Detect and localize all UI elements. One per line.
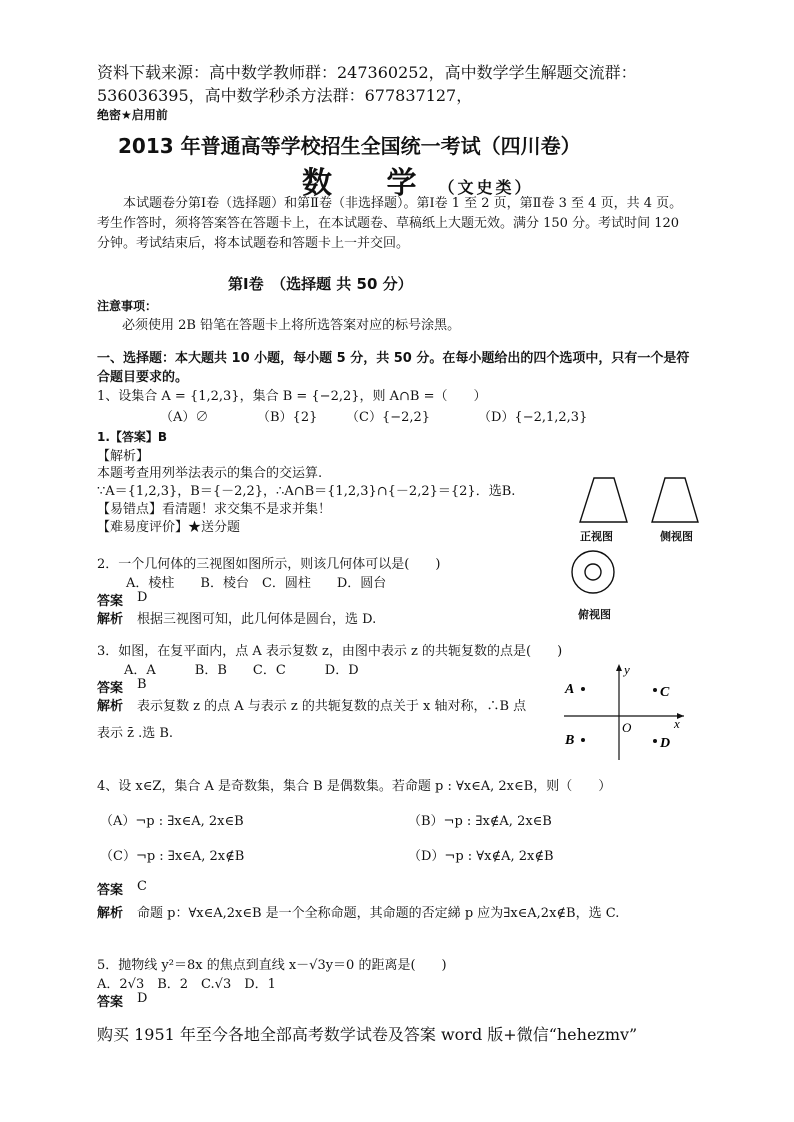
top-view-inner-circle — [585, 564, 601, 580]
part-title: 第Ⅰ卷 （选择题 共 50 分） — [228, 275, 413, 293]
point-b-label: B — [565, 733, 575, 748]
q3-analysis-label: 解析 — [97, 699, 124, 714]
q5-options: A．2√3 B．2 C.√3 D．1 — [97, 977, 276, 992]
q5-answer-label: 答案 — [97, 995, 124, 1010]
side-view-trapezoid — [652, 478, 698, 522]
point-c — [653, 688, 657, 692]
subject-name: 数 学 — [302, 166, 439, 201]
q1-analysis-2: ∵A＝{1,2,3}，B＝{－2,2}，∴A∩B＝{1,2,3}∩{－2,2}＝{2}．选B. — [97, 484, 516, 499]
q3-stem: 3．如图，在复平面内，点 A 表示复数 z，由图中表示 z 的共轭复数的点是( ) — [97, 644, 563, 659]
section-heading: 一、选择题：本大题共 10 小题，每小题 5 分，共 50 分。在每小题给出的四个选项中，只有一个是符 — [97, 351, 690, 366]
q1-analysis-label: 【解析】 — [97, 449, 150, 464]
q1-stem: 1、设集合 A = {1,2,3}，集合 B = {−2,2}，则 A∩B =（ ） — [97, 389, 487, 404]
q3-analysis-1: 表示复数 z 的点 A 与表示 z 的共轭复数的点关于 x 轴对称，∴B 点 — [137, 699, 527, 714]
q1-mistake: 【易错点】看清题！求交集不是求并集！ — [97, 502, 332, 517]
q3-analysis-2: 表示 z̄ .选 B. — [97, 726, 174, 741]
complex-plane-figure — [556, 660, 691, 765]
subject-subtitle: （文史类） — [438, 178, 534, 197]
point-b — [581, 738, 585, 742]
q5-answer: D — [137, 991, 148, 1006]
point-a — [581, 687, 585, 691]
q5-stem: 5．抛物线 y²＝8x 的焦点到直线 x－√3y＝0 的距离是( ) — [97, 958, 447, 973]
top-view-outer-circle — [572, 551, 614, 593]
q4-analysis-label: 解析 — [97, 906, 124, 921]
q3-answer: B — [137, 677, 147, 692]
point-d — [653, 739, 657, 743]
q4-option-a: （A）¬p : ∃x∈A, 2x∈B — [100, 814, 244, 829]
y-axis-arrow — [616, 664, 622, 671]
q4-answer: C — [137, 879, 147, 894]
q4-option-b: （B）¬p : ∃x∉A, 2x∈B — [408, 814, 552, 829]
source-line-1: 资料下载来源：高中数学教师群：247360252，高中数学学生解题交流群： — [97, 63, 637, 82]
q4-option-c: （C）¬p : ∃x∈A, 2x∉B — [100, 849, 245, 864]
q1-option-a: （A）∅ — [160, 410, 209, 425]
notice-text: 必须使用 2B 铅笔在答题卡上将所选答案对应的标号涂黑。 — [122, 318, 461, 333]
q4-analysis: 命题 p：∀x∈A,2x∈B 是一个全称命题，其命题的否定綈 p 应为∃x∈A,2x∉B，选 C. — [137, 906, 620, 921]
q2-options: A．棱柱 B．棱台 C．圆柱 D．圆台 — [126, 576, 387, 591]
q1-analysis-1: 本题考查用列举法表示的集合的交运算. — [97, 466, 323, 481]
point-c-label: C — [660, 685, 670, 700]
q1-answer: 1.【答案】B — [97, 430, 168, 444]
footer-ad: 购买 1951 年至今各地全部高考数学试卷及答案 word 版+微信“hehezmv” — [97, 1025, 638, 1044]
point-a-label: A — [565, 682, 575, 697]
q2-answer-label: 答案 — [97, 594, 124, 609]
q1-difficulty: 【难易度评价】★送分题 — [97, 520, 241, 535]
q1-option-d: （D）{−2,1,2,3} — [478, 410, 588, 425]
q4-option-d: （D）¬p : ∀x∉A, 2x∉B — [408, 849, 554, 864]
notice-label: 注意事项： — [97, 299, 158, 313]
front-view-caption: 正视图 — [580, 530, 613, 543]
origin-label: O — [622, 720, 632, 735]
q2-analysis-label: 解析 — [97, 612, 124, 627]
q2-answer: D — [137, 590, 148, 605]
q3-answer-label: 答案 — [97, 681, 124, 696]
x-axis-label: x — [674, 716, 680, 731]
exam-title: 2013 年普通高等学校招生全国统一考试（四川卷） — [118, 134, 581, 158]
q4-answer-label: 答案 — [97, 883, 124, 898]
intro-paragraph: 本试题卷分第Ⅰ卷（选择题）和第Ⅱ卷（非选择题）。第Ⅰ卷 1 至 2 页，第Ⅱ卷 3 至 4 页，共 4 页。考生作答时，须将答案答在答题卡上，在本试题卷、草稿纸上大题无效。满分 150 分。考试时间 120 分钟。考试结束后，将本试题卷和答题卡上一并交回。 — [97, 196, 683, 251]
section-heading-cont: 合题目要求的。 — [97, 370, 189, 385]
three-view-figure — [560, 470, 720, 625]
point-d-label: D — [660, 736, 671, 751]
source-line-2: 536036395，高中数学秒杀方法群：677837127， — [97, 86, 473, 105]
front-view-trapezoid — [580, 478, 627, 522]
side-view-caption: 侧视图 — [660, 530, 693, 543]
q3-options: A．A B．B C．C D．D — [124, 663, 359, 678]
secret-label: 绝密★启用前 — [97, 108, 168, 122]
q2-stem: 2．一个几何体的三视图如图所示，则该几何体可以是( ) — [97, 557, 441, 572]
q4-stem: 4、设 x∈Z，集合 A 是奇数集，集合 B 是偶数集。若命题 p : ∀x∈A, 2x∈B，则（ ） — [97, 779, 612, 794]
q1-option-c: （C）{−2,2} — [346, 410, 431, 425]
top-view-caption: 俯视图 — [578, 608, 611, 621]
q1-option-b: （B）{2} — [257, 410, 318, 425]
q2-analysis: 根据三视图可知，此几何体是圆台，选 D. — [137, 612, 377, 627]
y-axis-label: y — [624, 662, 630, 677]
